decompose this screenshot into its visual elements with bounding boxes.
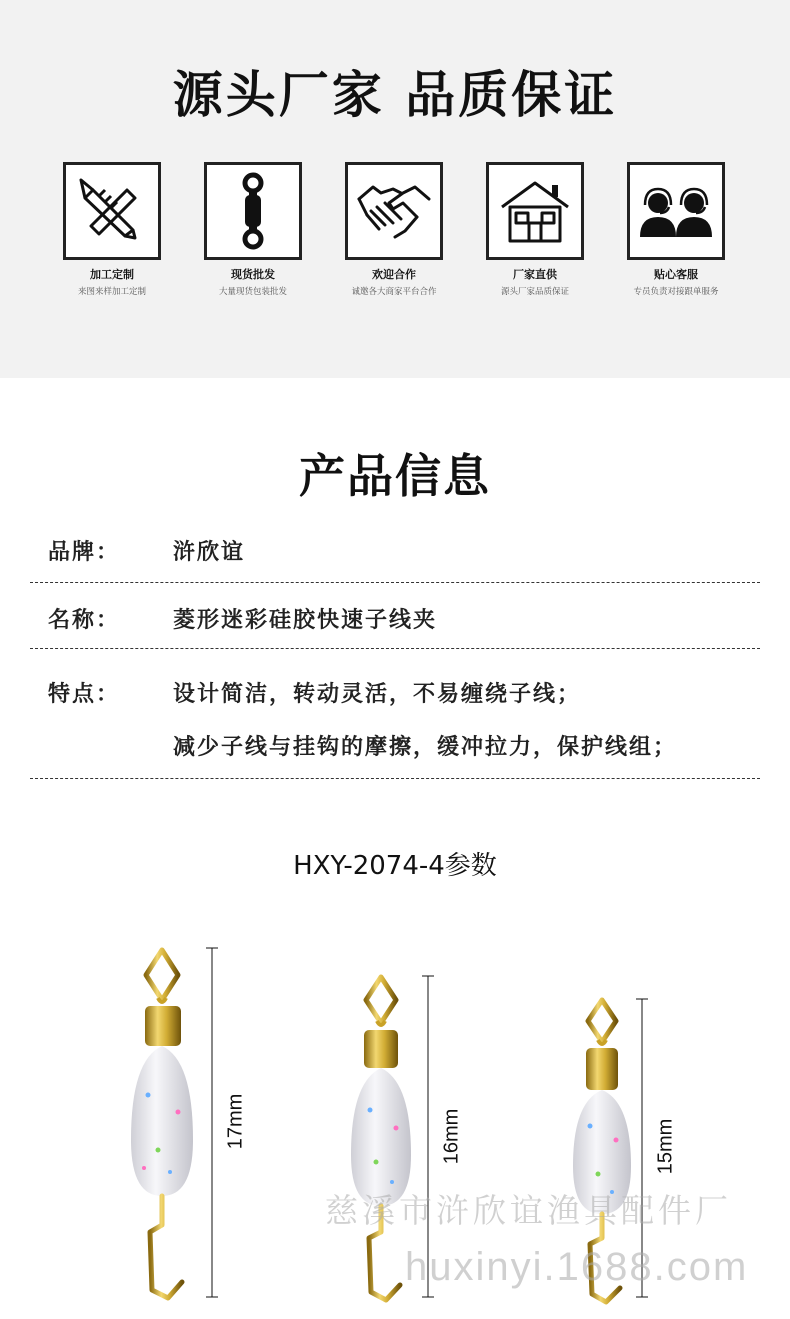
feature-line-2: 减少子线与挂钩的摩擦，缓冲拉力，保护线组； <box>173 735 678 760</box>
pencil-ruler-icon <box>77 176 147 246</box>
factory-icon <box>498 177 572 245</box>
brand-label: 品牌： <box>48 540 121 565</box>
top-banner <box>0 0 790 378</box>
feature-stock <box>183 162 323 297</box>
feature-list <box>0 162 790 302</box>
watermark-site: huxinyi.1688.com <box>405 1245 749 1289</box>
feature-factory <box>465 162 605 297</box>
size-label-small: 15mm <box>654 1118 677 1175</box>
feature-line-1: 设计简洁，转动灵活，不易缠绕子线； <box>173 682 582 707</box>
feature-service <box>606 162 746 297</box>
name-label: 名称： <box>48 608 121 633</box>
feature-custom <box>42 162 182 297</box>
feature-sub: 专员负责对接跟单服务 <box>633 287 719 297</box>
handshake-icon <box>355 181 433 241</box>
size-label-large: 17mm <box>224 1093 247 1150</box>
hero-title: 源头厂家 品质保证 <box>172 66 618 124</box>
feature-sub: 诚邀各大商家平台合作 <box>351 287 437 297</box>
name-value: 菱形迷彩硅胶快速子线夹 <box>173 608 438 633</box>
feature-label-row: 特点： <box>48 682 121 707</box>
size-label-medium: 16mm <box>440 1108 463 1165</box>
model-title: HXY-2074-4参数 <box>293 851 497 881</box>
feature-sub: 源头厂家品质保证 <box>500 287 569 297</box>
divider <box>30 778 760 779</box>
section-title: 产品信息 <box>299 449 491 503</box>
feature-label: 贴心客服 <box>654 268 698 281</box>
divider <box>30 582 760 583</box>
brand-value: 浒欣谊 <box>173 540 246 565</box>
feature-sub: 来图来样加工定制 <box>77 287 146 297</box>
feature-sub: 大量现货包装批发 <box>218 287 287 297</box>
swivel-large <box>131 948 218 1298</box>
feature-cooperate <box>324 162 464 297</box>
customer-service-icon <box>636 183 716 239</box>
feature-label: 厂家直供 <box>513 268 557 281</box>
feature-label: 加工定制 <box>90 268 134 281</box>
watermark-company: 慈溪市浒欣谊渔具配件厂 <box>325 1191 732 1230</box>
swivel-icon <box>218 171 288 251</box>
feature-label: 欢迎合作 <box>372 268 416 281</box>
feature-label: 现货批发 <box>231 268 275 281</box>
divider <box>30 648 760 649</box>
